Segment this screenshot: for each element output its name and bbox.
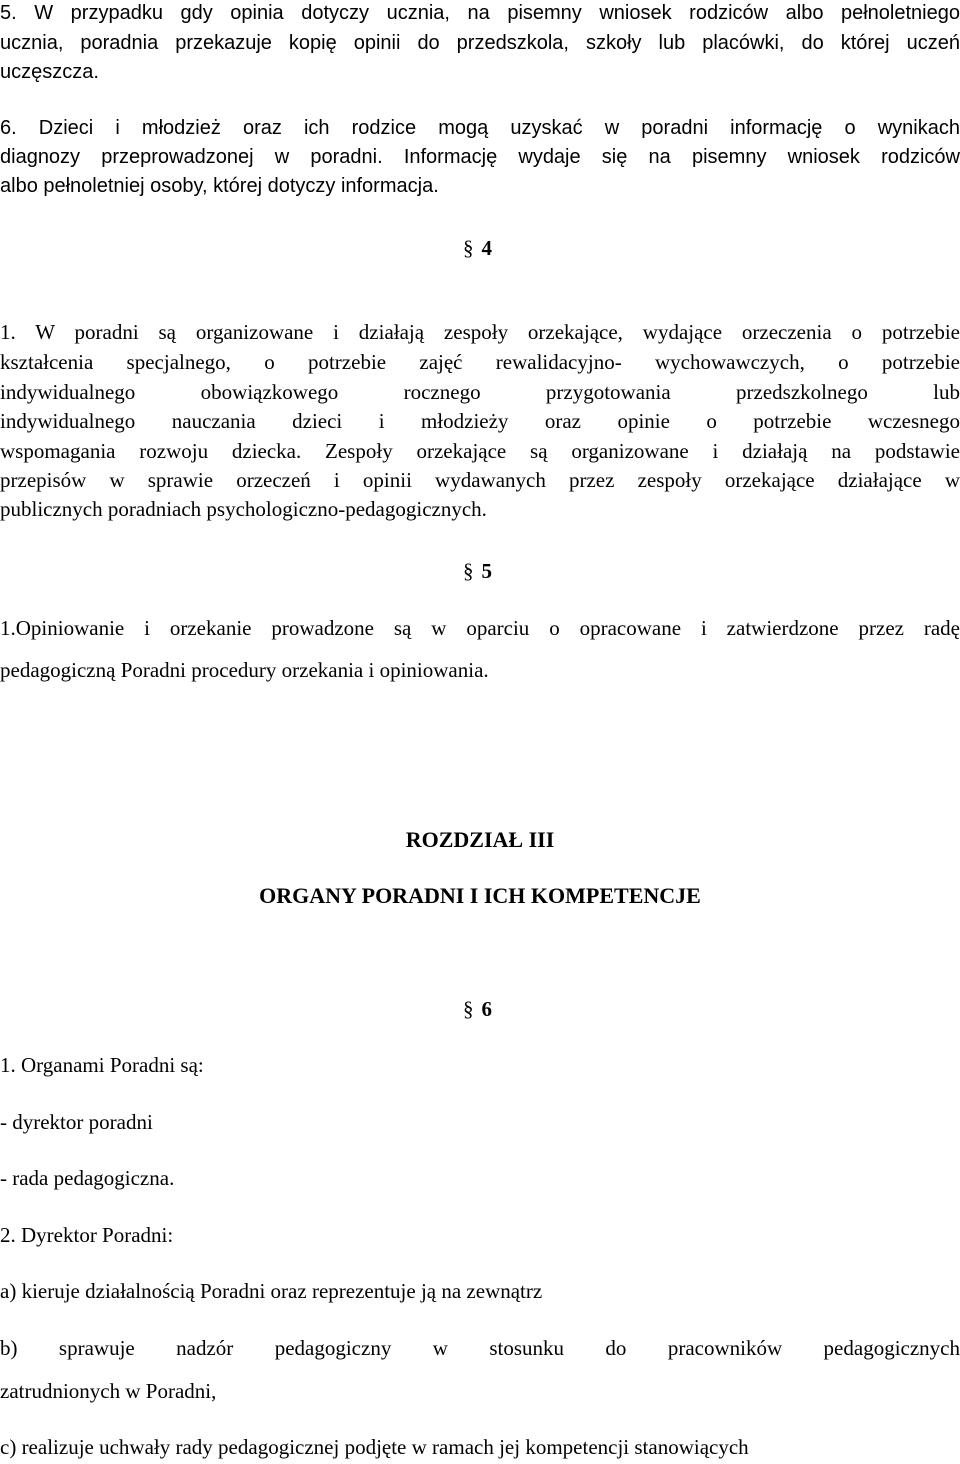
chapter-subtitle: ORGANY PORADNI I ICH KOMPETENCJE xyxy=(259,883,701,908)
paragraph-5-line-2: ucznia, poradnia przekazuje kopię opinii do przedszkola, szkoły lub placówki, do której uczeń xyxy=(0,32,960,54)
section-4-line-6: przepisów w sprawie orzeczeń i opinii wydawanych przez zespoły orzekające działające w xyxy=(0,468,960,492)
section-6-heading: § 6 xyxy=(463,997,492,1021)
section-6-line-6: b) sprawuje nadzór pedagogiczny w stosunku do pracowników pedagogicznych xyxy=(0,1336,960,1360)
section-4-line-5: wspomagania rozwoju dziecka. Zespoły orzekające są organizowane i działają na podstawie xyxy=(0,439,960,463)
section-4-line-4: indywidualnego nauczania dzieci i młodzieży oraz opinie o potrzebie wczesnego xyxy=(0,409,960,433)
section-4-heading: § 4 xyxy=(463,236,492,260)
section-4-line-7: publicznych poradniach psychologiczno-pedagogicznych. xyxy=(0,497,487,521)
chapter-title: ROZDZIAŁ III xyxy=(405,827,555,852)
section-6-line-7: zatrudnionych w Poradni, xyxy=(0,1379,217,1403)
paragraph-5-line-3: uczęszcza. xyxy=(0,61,99,83)
section-4-line-3: indywidualnego obowiązkowego rocznego przygotowania przedszkolnego lub xyxy=(0,380,960,404)
section-4-line-2: kształcenia specjalnego, o potrzebie zajęć rewalidacyjno- wychowawczych, o potrzebie xyxy=(0,350,960,374)
section-6-line-2: - dyrektor poradni xyxy=(0,1110,153,1134)
paragraph-5-line-1: 5. W przypadku gdy opinia dotyczy ucznia, na pisemny wniosek rodziców albo pełnoletniego xyxy=(0,2,960,24)
section-5-line-2: pedagogiczną Poradni procedury orzekania i opiniowania. xyxy=(0,658,489,682)
section-6-line-8: c) realizuje uchwały rady pedagogicznej podjęte w ramach jej kompetencji stanowiących xyxy=(0,1435,749,1459)
section-5-heading: § 5 xyxy=(463,559,492,583)
section-5-line-1: 1.Opiniowanie i orzekanie prowadzone są w oparciu o opracowane i zatwierdzone przez radę xyxy=(0,616,960,640)
section-6-line-4: 2. Dyrektor Poradni: xyxy=(0,1223,174,1247)
paragraph-6-line-3: albo pełnoletniej osoby, której dotyczy informacja. xyxy=(0,175,439,197)
section-6-line-3: - rada pedagogiczna. xyxy=(0,1166,175,1190)
section-6-line-1: 1. Organami Poradni są: xyxy=(0,1053,204,1077)
paragraph-6-line-2: diagnozy przeprowadzonej w poradni. Informację wydaje się na pisemny wniosek rodziców xyxy=(0,146,960,168)
section-6-line-5: a) kieruje działalnością Poradni oraz reprezentuje ją na zewnątrz xyxy=(0,1279,543,1303)
paragraph-6-line-1: 6. Dzieci i młodzież oraz ich rodzice mogą uzyskać w poradni informację o wynikach xyxy=(0,117,960,139)
section-4-line-1: 1. W poradni są organizowane i działają zespoły orzekające, wydające orzeczenia o potrzebie xyxy=(0,320,960,344)
